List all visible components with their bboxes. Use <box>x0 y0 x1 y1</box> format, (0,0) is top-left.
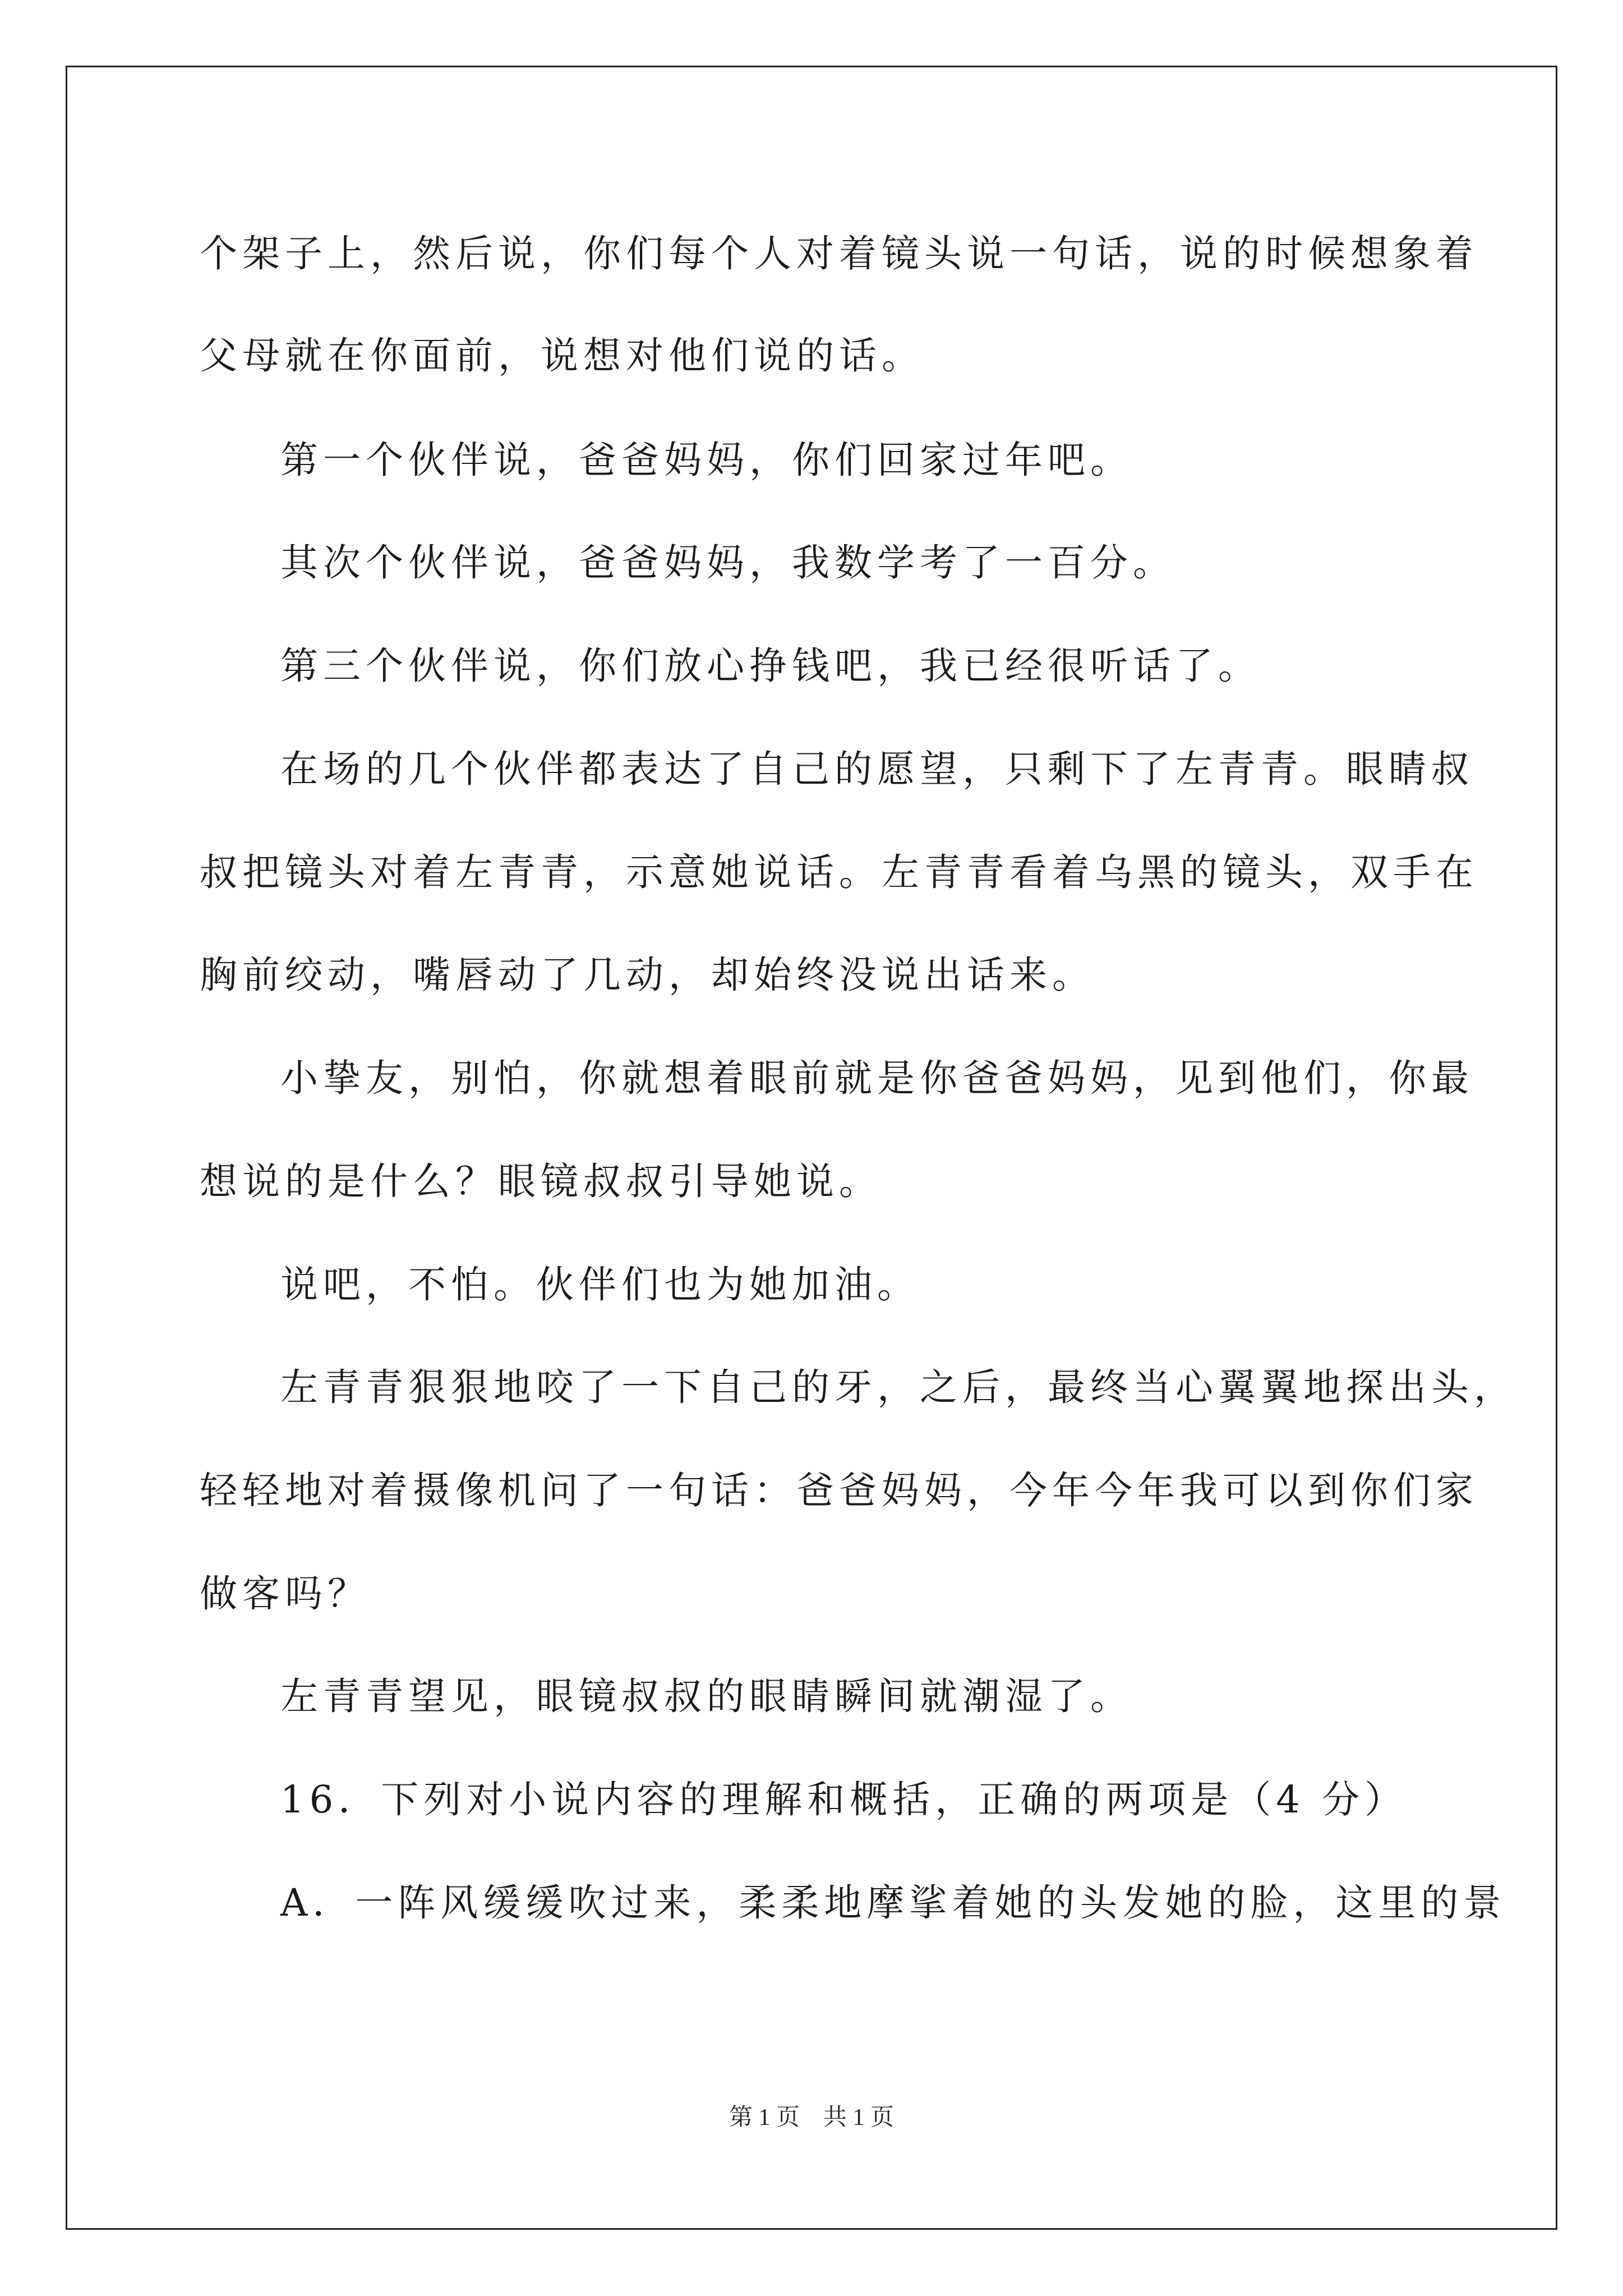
question-line-16: 16．下列对小说内容的理解和概括，正确的两项是（4 分） <box>280 1778 1408 1821</box>
paragraph-line-5: 第三个伙伴说，你们放心挣钱吧，我已经很听话了。 <box>280 644 1261 688</box>
option-line-a: A．一阵风缓缓吹过来，柔柔地摩挲着她的头发她的脸，这里的景 <box>280 1881 1506 1925</box>
paragraph-line-3: 第一个伙伴说，爸爸妈妈，你们回家过年吧。 <box>280 438 1133 482</box>
text-line-7: 叔把镜头对着左青青，示意她说话。左青青看着乌黑的镜头，双手在 <box>200 850 1478 894</box>
paragraph-line-9: 小挚友，别怕，你就想着眼前就是你爸爸妈妈，见到他们，你最 <box>280 1056 1474 1100</box>
paragraph-line-12: 左青青狠狠地咬了一下自己的牙，之后，最终当心翼翼地探出头， <box>280 1365 1516 1409</box>
paragraph-line-15: 左青青望见，眼镜叔叔的眼睛瞬间就潮湿了。 <box>280 1674 1133 1718</box>
text-line-10: 想说的是什么？眼镜叔叔引导她说。 <box>200 1159 882 1203</box>
text-line-2: 父母就在你面前，说想对他们说的话。 <box>200 334 924 378</box>
text-line-14: 做客吗？ <box>200 1572 370 1616</box>
paragraph-line-4: 其次个伙伴说，爸爸妈妈，我数学考了一百分。 <box>280 541 1175 585</box>
page-number-footer: 第 1 页 共 1 页 <box>728 2105 894 2131</box>
text-line-8: 胸前绞动，嘴唇动了几动，却始终没说出话来。 <box>200 953 1095 997</box>
paragraph-line-11: 说吧，不怕。伙伴们也为她加油。 <box>280 1263 920 1306</box>
paragraph-line-6: 在场的几个伙伴都表达了自己的愿望，只剩下了左青青。眼睛叔 <box>280 747 1474 791</box>
text-line-13: 轻轻地对着摄像机问了一句话：爸爸妈妈，今年今年我可以到你们家 <box>200 1469 1478 1512</box>
text-line-1: 个架子上，然后说，你们每个人对着镜头说一句话，说的时候想象着 <box>200 232 1478 275</box>
